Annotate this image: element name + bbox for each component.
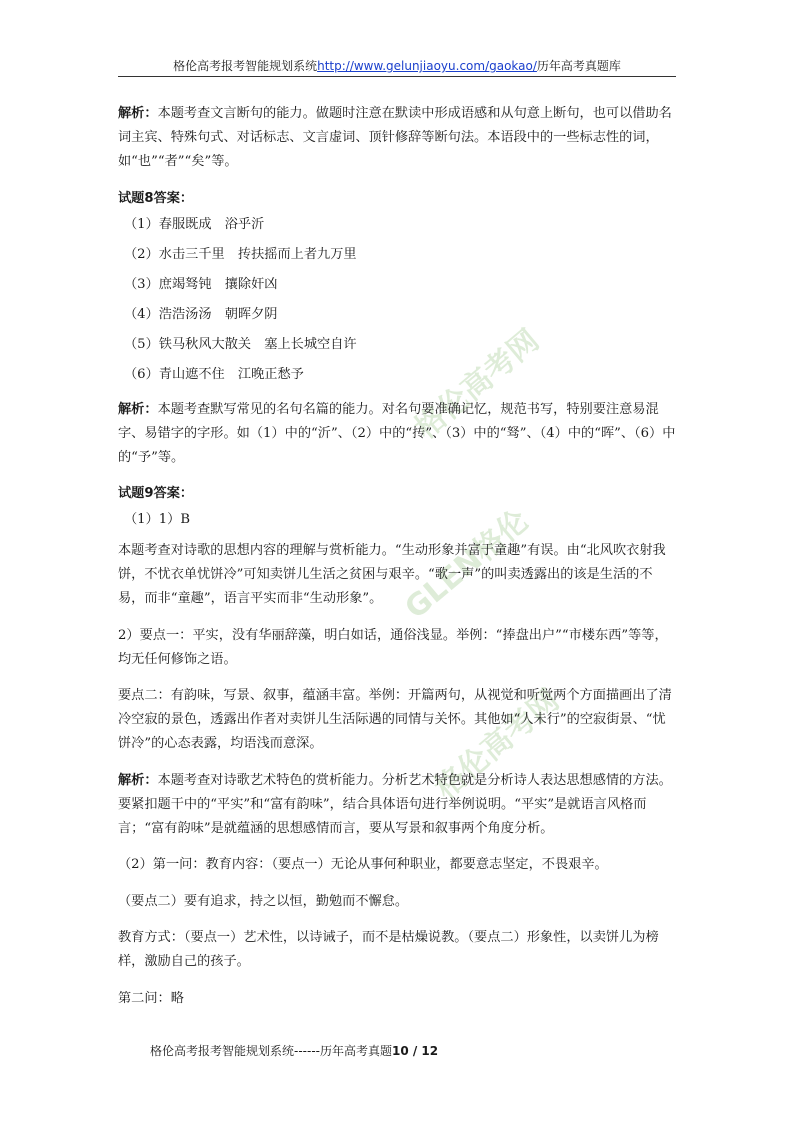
- footer-text: 格伦高考报考智能规划系统------历年高考真题: [150, 1044, 392, 1058]
- answer-paragraph: 第二问：略: [118, 990, 184, 1006]
- question-9-heading: 试题9答案：: [118, 486, 194, 501]
- header-link[interactable]: http://www.gelunjiaoyu.com/gaokao/: [317, 59, 537, 73]
- answer-paragraph: （2）第一问：教育内容：（要点一）无论从事何种职业，都要意志坚定，不畏艰辛。: [118, 857, 608, 872]
- answer-paragraph: 要点二：有韵味，写景、叙事，蕴涵丰富。举例：开篇两句，从视觉和听觉两个方面描画出了清冷空寂的景色，透露出作者对卖饼儿生活际遇的同情与关怀。其他如“人未行”的空寂街景、“忧饼冷”的心态表露，均语浅而意深。: [118, 688, 672, 751]
- answer-item: （5）铁马秋风大散关 塞上长城空自许: [124, 336, 357, 352]
- analysis-text: 本题考查对诗歌艺术特色的赏析能力。分析艺术特色就是分析诗人表达思想感情的方法。要紧扣题干中的“平实”和“富有韵味”，结合具体语句进行举例说明。“平实”是就语言风格而言；“富有韵味”是就蕴涵的思想感情而言，要从写景和叙事两个角度分析。: [118, 772, 672, 836]
- answer-paragraph: （1）1）B: [124, 512, 191, 527]
- page-number: 10 / 12: [391, 1044, 439, 1058]
- analysis-label: 解析：: [118, 106, 158, 121]
- document-body: [118, 102, 678, 1023]
- analysis-text: 本题考查默写常见的名句名篇的能力。对名句要准确记忆，规范书写，特别要注意易混字、易错字的字形。如（1）中的“沂”、（2）中的“抟”、（3）中的“驽”、（4）中的“晖”、（6）中的“予”等。: [118, 401, 676, 465]
- answer-item: （3）庶竭驽钝 攘除奸凶: [124, 276, 278, 292]
- question-8-heading: 试题8答案：: [118, 190, 194, 206]
- answer-paragraph: （要点二）要有追求，持之以恒，勤勉而不懈怠。: [118, 893, 409, 909]
- page-header: [118, 58, 676, 77]
- analysis-paragraph: [118, 398, 678, 470]
- answer-paragraph: 2）要点一：平实，没有华丽辞藻，明白如话，通俗浅显。举例：“捧盘出户”“市楼东西”等等，均无任何修饰之语。: [118, 627, 668, 667]
- header-prefix: 格伦高考报考智能规划系统: [173, 59, 318, 73]
- answer-paragraph: 本题考查对诗歌的思想内容的理解与赏析能力。“生动形象并富于童趣”有误。由“北风吹衣射我饼，不忧衣单忧饼冷”可知卖饼儿生活之贫困与艰辛。“歌一声”的叫卖透露出的该是生活的不易，而非“童趣”，语言平实而非“生动形象”。: [118, 543, 666, 606]
- analysis-label: 解析：: [118, 401, 158, 417]
- analysis-text: 本题考查文言断句的能力。做题时注意在默读中形成语感和从句意上断句，也可以借助名词主宾、特殊句式、对话标志、文言虚词、顶针修辞等断句法。本语段中的一些标志性的词，如“也”“者”“矣”等。: [118, 106, 672, 169]
- answer-item: （4）浩浩汤汤 朝晖夕阴: [124, 306, 278, 322]
- watermark-logo: GLEN格伦: [398, 503, 536, 627]
- analysis-label: 解析：: [118, 772, 158, 788]
- watermark-text: 格伦高考网: [408, 323, 546, 447]
- answer-item: （1）春服既成 浴乎沂: [124, 216, 265, 232]
- page-footer: [150, 1042, 438, 1059]
- analysis-paragraph: [118, 102, 678, 174]
- header-suffix: 历年高考真题库: [536, 59, 621, 73]
- answer-item: （2）水击三千里 抟扶摇而上者九万里: [124, 246, 357, 262]
- answer-paragraph: 教育方式：（要点一）艺术性，以诗诫子，而不是枯燥说教。（要点二）形象性，以卖饼儿为榜样，激励自己的孩子。: [118, 930, 659, 969]
- watermark-text: 格伦高考网: [428, 683, 566, 807]
- analysis-paragraph: [118, 769, 678, 841]
- answer-item: （6）青山遮不住 江晚正愁予: [124, 366, 304, 382]
